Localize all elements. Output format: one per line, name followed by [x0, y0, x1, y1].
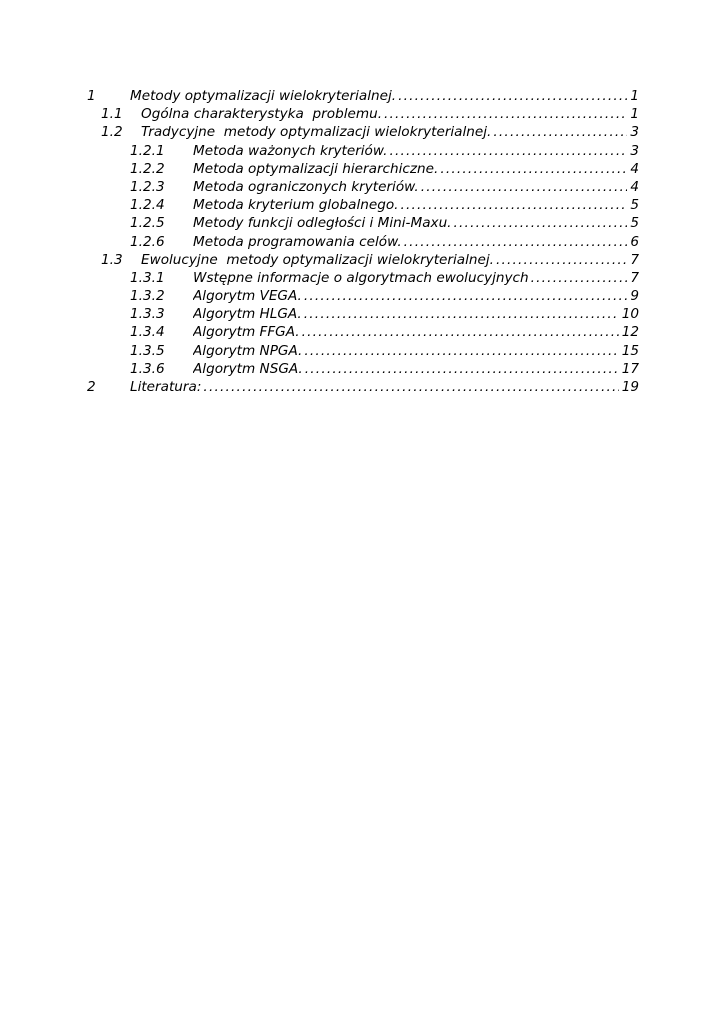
toc-page-number: 7 [630, 269, 639, 286]
toc-title: Metoda ograniczonych kryteriów. [193, 178, 419, 195]
toc-entry-1-3-3[interactable] [0, 305, 725, 323]
dot-leader [421, 178, 628, 196]
dot-leader [400, 196, 627, 214]
toc-number: 1.2.4 [130, 197, 165, 214]
toc-page-number: 4 [630, 178, 639, 195]
toc-title: Algorytm VEGA. [193, 288, 302, 305]
toc-number: 1.2.5 [130, 215, 165, 232]
toc-page-number: 10 [621, 306, 639, 323]
toc-entry-text [130, 87, 639, 105]
toc-entry-1[interactable] [0, 87, 725, 105]
dot-leader [302, 323, 619, 341]
toc-entry-1-3-2[interactable] [0, 287, 725, 305]
toc-title: Wstępne informacje o algorytmach ewolucyjnych [193, 269, 529, 286]
toc-title: Algorytm NPGA. [193, 342, 303, 359]
toc-page-number: 7 [630, 251, 639, 268]
toc-entry-text [130, 378, 639, 396]
toc-number: 1.2.6 [130, 233, 165, 250]
toc-entry-text [193, 196, 639, 214]
toc-entry-1-3[interactable] [0, 251, 725, 269]
toc-entry-1-2[interactable] [0, 123, 725, 141]
dot-leader [493, 123, 627, 141]
toc-page-number: 15 [621, 342, 639, 359]
toc-number: 2 [87, 379, 96, 395]
toc-page-number: 5 [630, 197, 639, 214]
toc-page-number: 19 [621, 379, 639, 395]
toc-number: 1.2.1 [130, 142, 165, 159]
toc-page-number: 9 [630, 288, 639, 305]
toc-entry-1-2-4[interactable] [0, 196, 725, 214]
toc-entry-1-2-5[interactable] [0, 214, 725, 232]
toc-title: Tradycyjne metody optymalizacji wielokryterialnej. [141, 124, 492, 141]
toc-title: Literatura: [130, 379, 202, 395]
toc-title: Algorytm HLGA. [193, 306, 302, 323]
toc-entry-text [193, 287, 639, 305]
toc-title: Metoda optymalizacji hierarchiczne. [193, 160, 439, 177]
toc-number: 1.3.6 [130, 360, 165, 377]
toc-entry-text [193, 342, 639, 360]
dot-leader [304, 305, 619, 323]
toc-page-number: 12 [621, 324, 639, 341]
dot-leader [454, 214, 628, 232]
dot-leader [531, 269, 628, 287]
dot-leader [304, 287, 628, 305]
toc-entry-text [141, 105, 639, 123]
toc-entry-text [193, 142, 639, 160]
dot-leader [384, 105, 627, 123]
toc-entry-1-2-6[interactable] [0, 233, 725, 251]
toc-number: 1.3.3 [130, 306, 165, 323]
toc-number: 1.3.2 [130, 288, 165, 305]
toc-entry-1-2-1[interactable] [0, 142, 725, 160]
toc-entry-1-3-1[interactable] [0, 269, 725, 287]
dot-leader [304, 342, 618, 360]
toc-page-number: 3 [630, 124, 639, 141]
toc-entry-text [193, 233, 639, 251]
toc-number: 1.3.1 [130, 269, 165, 286]
toc-entry-1-3-6[interactable] [0, 360, 725, 378]
toc-entry-text [141, 123, 639, 141]
table-of-contents [0, 87, 725, 396]
dot-leader [203, 378, 618, 396]
toc-page-number: 1 [630, 88, 639, 104]
toc-title: Algorytm NSGA. [193, 360, 303, 377]
toc-title: Ewolucyjne metody optymalizacji wielokryterialnej. [141, 251, 494, 268]
toc-entry-text [193, 323, 639, 341]
toc-number: 1.3 [101, 251, 123, 268]
toc-entry-1-3-4[interactable] [0, 323, 725, 341]
toc-title: Metody funkcji odległości i Mini-Maxu. [193, 215, 452, 232]
toc-number: 1 [87, 88, 96, 104]
toc-title: Ogólna charakterystyka problemu. [141, 106, 383, 123]
toc-number: 1.2.3 [130, 178, 165, 195]
toc-number: 1.2.2 [130, 160, 165, 177]
toc-page-number: 17 [621, 360, 639, 377]
toc-page-number: 4 [630, 160, 639, 177]
toc-entry-text [193, 360, 639, 378]
dot-leader [496, 251, 627, 269]
toc-page-number: 1 [630, 106, 639, 123]
toc-entry-text [193, 269, 639, 287]
toc-entry-2[interactable] [0, 378, 725, 396]
toc-entry-1-2-2[interactable] [0, 160, 725, 178]
dot-leader [389, 142, 627, 160]
toc-page-number: 5 [630, 215, 639, 232]
toc-title: Metoda kryterium globalnego. [193, 197, 399, 214]
toc-title: Metody optymalizacji wielokryterialnej. [130, 88, 397, 104]
toc-title: Algorytm FFGA. [193, 324, 300, 341]
toc-number: 1.2 [101, 124, 123, 141]
toc-entry-text [193, 305, 639, 323]
toc-entry-text [193, 178, 639, 196]
toc-title: Metoda ważonych kryteriów. [193, 142, 388, 159]
toc-entry-1-2-3[interactable] [0, 178, 725, 196]
toc-entry-text [141, 251, 639, 269]
toc-entry-text [193, 160, 639, 178]
dot-leader [404, 233, 628, 251]
dot-leader [398, 87, 627, 105]
toc-page-number: 3 [630, 142, 639, 159]
dot-leader [305, 360, 619, 378]
toc-entry-1-3-5[interactable] [0, 342, 725, 360]
toc-entry-1-1[interactable] [0, 105, 725, 123]
toc-number: 1.1 [101, 106, 123, 123]
toc-title: Metoda programowania celów. [193, 233, 402, 250]
toc-page-number: 6 [630, 233, 639, 250]
toc-number: 1.3.4 [130, 324, 165, 341]
dot-leader [440, 160, 627, 178]
toc-number: 1.3.5 [130, 342, 165, 359]
toc-entry-text [193, 214, 639, 232]
